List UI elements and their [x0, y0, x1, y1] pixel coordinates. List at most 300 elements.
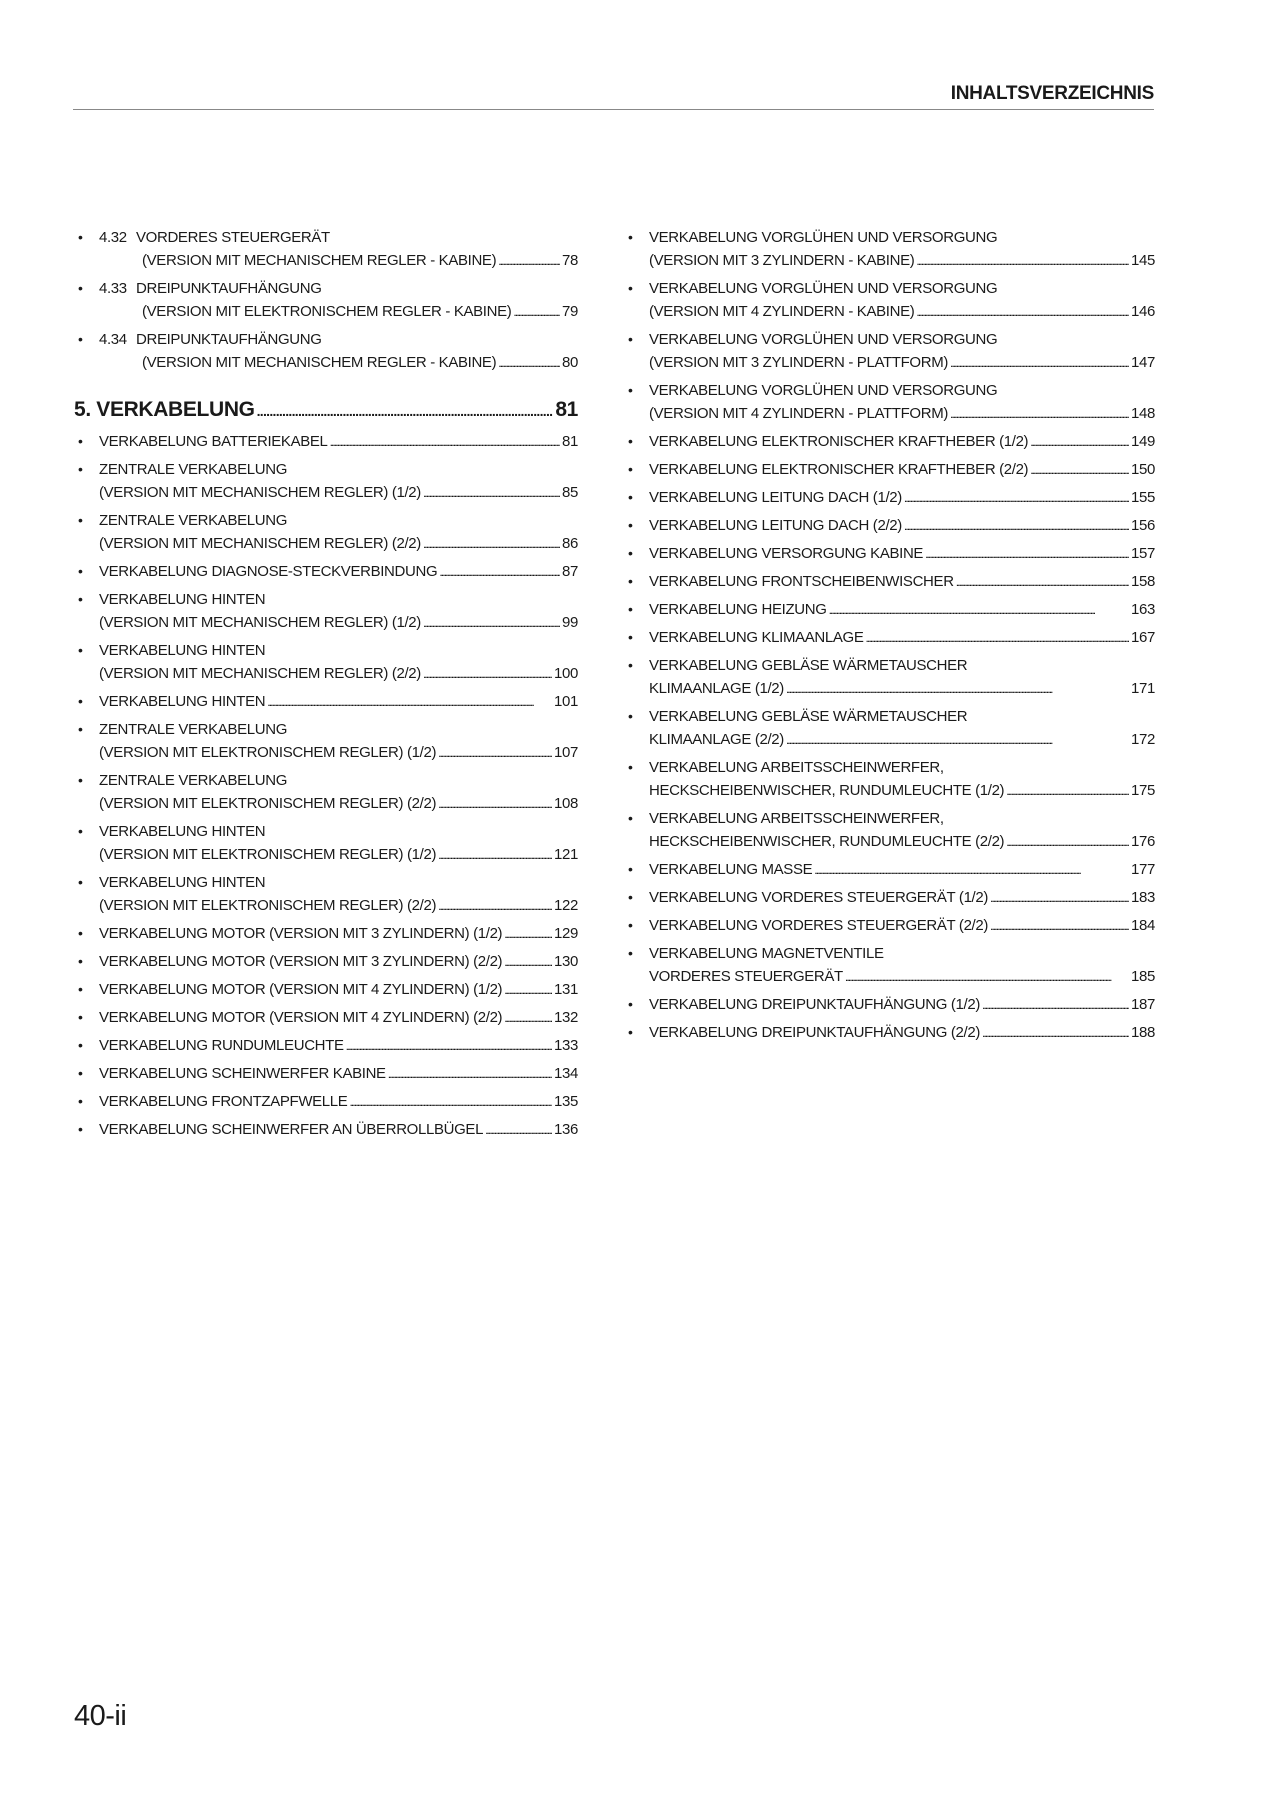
toc-item[interactable]	[624, 914, 1155, 938]
bullet-icon: •	[78, 823, 83, 839]
entry-page: 167	[1131, 629, 1155, 646]
entry-page: 147	[1131, 354, 1155, 371]
dot-leader	[504, 950, 552, 974]
entry-text: VERKABELUNG ARBEITSSCHEINWERFER,	[649, 759, 944, 776]
entry-page: 122	[554, 897, 578, 914]
toc-line	[649, 402, 1155, 426]
page-header-title: INHALTSVERZEICHNIS	[950, 83, 1154, 104]
dot-leader	[485, 1118, 552, 1142]
toc-item[interactable]	[74, 1062, 578, 1086]
entry-page: 185	[1131, 968, 1155, 985]
toc-item[interactable]	[624, 598, 1155, 622]
entry-text: VERKABELUNG FRONTZAPFWELLE	[99, 1093, 348, 1110]
bullet-icon: •	[78, 461, 83, 477]
entry-page: 176	[1131, 833, 1155, 850]
entry-text: VERKABELUNG RUNDUMLEUCHTE	[99, 1037, 344, 1054]
dot-leader	[814, 858, 1129, 882]
entry-text: VORDERES STEUERGERÄT	[136, 229, 330, 246]
toc-line	[99, 1118, 578, 1142]
entry-text: VERKABELUNG MOTOR (VERSION MIT 3 ZYLINDERN) (1/2)	[99, 925, 503, 942]
entry-text: VERKABELUNG LEITUNG DACH (1/2)	[649, 489, 902, 506]
entry-text: VERKABELUNG HINTEN	[99, 693, 266, 710]
toc-item[interactable]	[74, 639, 578, 686]
chapter-page: 81	[555, 398, 578, 421]
entry-page: 132	[554, 1009, 578, 1026]
toc-item[interactable]	[74, 226, 578, 273]
toc-item[interactable]	[74, 950, 578, 974]
entry-page: 135	[554, 1093, 578, 1110]
dot-leader	[990, 886, 1129, 910]
toc-item[interactable]	[624, 756, 1155, 803]
entry-text: VORDERES STEUERGERÄT	[649, 968, 843, 985]
toc-item[interactable]	[74, 458, 578, 505]
toc-line	[649, 226, 1155, 249]
entry-page: 107	[554, 744, 578, 761]
toc-line	[99, 1062, 578, 1086]
toc-item[interactable]	[624, 654, 1155, 701]
entry-text: (VERSION MIT 4 ZYLINDERN - KABINE)	[649, 303, 915, 320]
dot-leader	[916, 300, 1129, 324]
toc-line	[649, 626, 1155, 650]
entry-text: VERKABELUNG HINTEN	[99, 874, 266, 891]
dot-leader	[916, 249, 1129, 273]
toc-line	[99, 532, 578, 556]
bullet-icon: •	[78, 1121, 83, 1137]
entry-text: (VERSION MIT ELEKTRONISCHEM REGLER) (2/2)	[99, 795, 437, 812]
dot-leader	[498, 351, 560, 375]
toc-item[interactable]	[74, 430, 578, 454]
toc-line	[649, 756, 1155, 779]
entry-page: 163	[1131, 601, 1155, 618]
bullet-icon: •	[78, 981, 83, 997]
dot-leader	[866, 626, 1129, 650]
entry-text: VERKABELUNG MOTOR (VERSION MIT 4 ZYLINDERN) (1/2)	[99, 981, 503, 998]
bullet-icon: •	[78, 1037, 83, 1053]
toc-line	[649, 914, 1155, 938]
toc-line	[99, 481, 578, 505]
toc-item[interactable]	[624, 858, 1155, 882]
toc-line	[99, 792, 578, 816]
dot-leader	[438, 843, 552, 867]
entry-text: VERKABELUNG HEIZUNG	[649, 601, 827, 618]
entry-text: VERKABELUNG GEBLÄSE WÄRMETAUSCHER	[649, 708, 968, 725]
bullet-icon: •	[628, 708, 633, 724]
toc-line	[99, 843, 578, 867]
dot-leader	[346, 1034, 552, 1058]
toc-line	[99, 430, 578, 454]
section-number: 4.32	[99, 229, 127, 246]
entry-text: (VERSION MIT MECHANISCHEM REGLER) (2/2)	[99, 665, 421, 682]
bullet-icon: •	[628, 573, 633, 589]
entry-page: 172	[1131, 731, 1155, 748]
entry-page: 177	[1131, 861, 1155, 878]
bullet-icon: •	[78, 280, 83, 296]
entry-page: 79	[562, 303, 578, 320]
toc-line	[99, 978, 578, 1002]
toc-line	[99, 662, 578, 686]
toc-line	[649, 458, 1155, 482]
toc-item[interactable]	[624, 886, 1155, 910]
bullet-icon: •	[628, 629, 633, 645]
entry-text: VERKABELUNG DIAGNOSE-STECKVERBINDUNG	[99, 563, 438, 580]
entry-text: (VERSION MIT ELEKTRONISCHEM REGLER) (2/2)	[99, 897, 437, 914]
bullet-icon: •	[78, 591, 83, 607]
entry-text: VERKABELUNG HINTEN	[99, 823, 266, 840]
entry-text: VERKABELUNG LEITUNG DACH (2/2)	[649, 517, 902, 534]
dot-leader	[1030, 430, 1129, 454]
entry-text: (VERSION MIT 3 ZYLINDERN - KABINE)	[649, 252, 915, 269]
toc-line	[99, 690, 578, 714]
toc-right-column	[624, 226, 1155, 1049]
toc-line	[649, 728, 1155, 752]
dot-leader	[257, 397, 554, 424]
toc-item[interactable]	[624, 570, 1155, 594]
toc-item[interactable]	[624, 942, 1155, 989]
entry-text: KLIMAANLAGE (1/2)	[649, 680, 784, 697]
dot-leader	[423, 532, 560, 556]
entry-page: 155	[1131, 489, 1155, 506]
toc-line	[99, 639, 578, 662]
toc-line	[649, 677, 1155, 701]
entry-page: 130	[554, 953, 578, 970]
toc-item[interactable]	[624, 1021, 1155, 1045]
bullet-icon: •	[628, 433, 633, 449]
dot-leader	[504, 978, 552, 1002]
dot-leader	[1030, 458, 1129, 482]
bullet-icon: •	[628, 461, 633, 477]
entry-text: DREIPUNKTAUFHÄNGUNG	[136, 280, 322, 297]
toc-item[interactable]	[74, 588, 578, 635]
bullet-icon: •	[78, 925, 83, 941]
entry-text: VERKABELUNG ARBEITSSCHEINWERFER,	[649, 810, 944, 827]
entry-text: VERKABELUNG SCHEINWERFER KABINE	[99, 1065, 386, 1082]
entry-text: VERKABELUNG VERSORGUNG KABINE	[649, 545, 924, 562]
bullet-icon: •	[628, 996, 633, 1012]
bullet-icon: •	[628, 657, 633, 673]
bullet-icon: •	[628, 759, 633, 775]
toc-line	[649, 830, 1155, 854]
toc-line	[99, 351, 578, 375]
entry-page: 171	[1131, 680, 1155, 697]
entry-text: ZENTRALE VERKABELUNG	[99, 721, 288, 738]
toc-item[interactable]	[74, 718, 578, 765]
dot-leader	[845, 965, 1129, 989]
toc-line	[99, 718, 578, 741]
dot-leader	[786, 728, 1129, 752]
entry-text: VERKABELUNG KLIMAANLAGE	[649, 629, 864, 646]
entry-text: VERKABELUNG BATTERIEKABEL	[99, 433, 328, 450]
entry-page: 188	[1131, 1024, 1155, 1041]
entry-text: (VERSION MIT 4 ZYLINDERN - PLATTFORM)	[649, 405, 949, 422]
entry-text: VERKABELUNG MOTOR (VERSION MIT 4 ZYLINDERN) (2/2)	[99, 1009, 503, 1026]
toc-line	[649, 300, 1155, 324]
bullet-icon: •	[628, 945, 633, 961]
toc-line	[99, 277, 578, 300]
entry-page: 101	[554, 693, 578, 710]
dot-leader	[423, 481, 560, 505]
toc-item[interactable]	[624, 328, 1155, 375]
entry-page: 80	[562, 354, 578, 371]
entry-text: VERKABELUNG SCHEINWERFER AN ÜBERROLLBÜGEL	[99, 1121, 484, 1138]
toc-line	[649, 277, 1155, 300]
toc-line	[649, 654, 1155, 677]
entry-text: (VERSION MIT MECHANISCHEM REGLER) (2/2)	[99, 535, 421, 552]
entry-page: 156	[1131, 517, 1155, 534]
toc-line	[99, 1006, 578, 1030]
dot-leader	[438, 741, 552, 765]
toc-item[interactable]	[74, 690, 578, 714]
dot-leader	[1006, 830, 1129, 854]
toc-item[interactable]	[624, 542, 1155, 566]
entry-page: 149	[1131, 433, 1155, 450]
entry-page: 157	[1131, 545, 1155, 562]
entry-page: 136	[554, 1121, 578, 1138]
bullet-icon: •	[628, 810, 633, 826]
dot-leader	[438, 894, 552, 918]
entry-text: VERKABELUNG VORGLÜHEN UND VERSORGUNG	[649, 382, 998, 399]
toc-line	[99, 300, 578, 324]
bullet-icon: •	[78, 1093, 83, 1109]
toc-item[interactable]	[74, 1118, 578, 1142]
bullet-icon: •	[78, 772, 83, 788]
entry-text: VERKABELUNG VORDERES STEUERGERÄT (1/2)	[649, 889, 989, 906]
chapter-heading[interactable]	[74, 397, 578, 424]
entry-text: (VERSION MIT MECHANISCHEM REGLER - KABINE)	[142, 354, 497, 371]
toc-line	[99, 1090, 578, 1114]
toc-item[interactable]	[74, 1034, 578, 1058]
bullet-icon: •	[628, 545, 633, 561]
entry-text: ZENTRALE VERKABELUNG	[99, 461, 288, 478]
entry-text: (VERSION MIT ELEKTRONISCHEM REGLER - KABINE)	[142, 303, 512, 320]
entry-page: 86	[562, 535, 578, 552]
entry-text: (VERSION MIT 3 ZYLINDERN - PLATTFORM)	[649, 354, 949, 371]
toc-item[interactable]	[74, 328, 578, 375]
toc-line	[99, 226, 578, 249]
toc-item[interactable]	[74, 1090, 578, 1114]
toc-line	[99, 741, 578, 765]
toc-line	[99, 769, 578, 792]
entry-text: VERKABELUNG ELEKTRONISCHER KRAFTHEBER (1/2)	[649, 433, 1029, 450]
chapter-title: 5. VERKABELUNG	[74, 398, 255, 421]
header-divider	[73, 109, 1154, 110]
entry-page: 134	[554, 1065, 578, 1082]
bullet-icon: •	[78, 229, 83, 245]
toc-line	[99, 509, 578, 532]
entry-text: VERKABELUNG GEBLÄSE WÄRMETAUSCHER	[649, 657, 968, 674]
entry-text: VERKABELUNG VORDERES STEUERGERÄT (2/2)	[649, 917, 989, 934]
dot-leader	[950, 351, 1129, 375]
bullet-icon: •	[628, 489, 633, 505]
bullet-icon: •	[628, 280, 633, 296]
dot-leader	[982, 993, 1129, 1017]
bullet-icon: •	[78, 721, 83, 737]
toc-left-column	[74, 226, 578, 1146]
toc-item[interactable]	[74, 1006, 578, 1030]
toc-line	[649, 779, 1155, 803]
toc-line	[649, 1021, 1155, 1045]
dot-leader	[904, 514, 1129, 538]
entry-page: 183	[1131, 889, 1155, 906]
dot-leader	[513, 300, 560, 324]
toc-line	[99, 328, 578, 351]
toc-line	[649, 570, 1155, 594]
toc-item[interactable]	[624, 514, 1155, 538]
toc-line	[99, 871, 578, 894]
toc-item[interactable]	[74, 277, 578, 324]
bullet-icon: •	[78, 512, 83, 528]
toc-line	[99, 560, 578, 584]
entry-text: ZENTRALE VERKABELUNG	[99, 772, 288, 789]
dot-leader	[504, 922, 552, 946]
dot-leader	[904, 486, 1129, 510]
dot-leader	[267, 690, 552, 714]
toc-line	[99, 1034, 578, 1058]
dot-leader	[786, 677, 1129, 701]
dot-leader	[982, 1021, 1129, 1045]
entry-text: KLIMAANLAGE (2/2)	[649, 731, 784, 748]
toc-item[interactable]	[74, 509, 578, 556]
entry-text: VERKABELUNG VORGLÜHEN UND VERSORGUNG	[649, 229, 998, 246]
toc-line	[649, 514, 1155, 538]
entry-text: VERKABELUNG HINTEN	[99, 642, 266, 659]
entry-page: 187	[1131, 996, 1155, 1013]
toc-item[interactable]	[624, 379, 1155, 426]
entry-text: VERKABELUNG MOTOR (VERSION MIT 3 ZYLINDERN) (2/2)	[99, 953, 503, 970]
bullet-icon: •	[78, 433, 83, 449]
toc-item[interactable]	[624, 626, 1155, 650]
entry-page: 175	[1131, 782, 1155, 799]
toc-item[interactable]	[624, 458, 1155, 482]
entry-page: 87	[562, 563, 578, 580]
toc-line	[99, 820, 578, 843]
toc-item[interactable]	[624, 993, 1155, 1017]
toc-line	[649, 807, 1155, 830]
dot-leader	[990, 914, 1129, 938]
toc-item[interactable]	[624, 277, 1155, 324]
entry-page: 145	[1131, 252, 1155, 269]
entry-text: (VERSION MIT MECHANISCHEM REGLER) (1/2)	[99, 484, 421, 501]
toc-item[interactable]	[624, 430, 1155, 454]
bullet-icon: •	[78, 874, 83, 890]
bullet-icon: •	[628, 331, 633, 347]
entry-page: 131	[554, 981, 578, 998]
entry-text: HECKSCHEIBENWISCHER, RUNDUMLEUCHTE (1/2)	[649, 782, 1005, 799]
entry-page: 81	[562, 433, 578, 450]
toc-item[interactable]	[74, 769, 578, 816]
dot-leader	[330, 430, 560, 454]
toc-item[interactable]	[74, 560, 578, 584]
entry-page: 78	[562, 252, 578, 269]
section-number: 4.33	[99, 280, 127, 297]
toc-line	[99, 611, 578, 635]
entry-page: 184	[1131, 917, 1155, 934]
bullet-icon: •	[78, 693, 83, 709]
bullet-icon: •	[628, 601, 633, 617]
toc-line	[649, 858, 1155, 882]
toc-line	[649, 351, 1155, 375]
entry-text: DREIPUNKTAUFHÄNGUNG	[136, 331, 322, 348]
entry-page: 108	[554, 795, 578, 812]
bullet-icon: •	[78, 953, 83, 969]
toc-item[interactable]	[624, 226, 1155, 273]
toc-line	[649, 249, 1155, 273]
toc-line	[649, 542, 1155, 566]
dot-leader	[438, 792, 552, 816]
bullet-icon: •	[628, 517, 633, 533]
bullet-icon: •	[78, 1065, 83, 1081]
entry-text: VERKABELUNG ELEKTRONISCHER KRAFTHEBER (2/2)	[649, 461, 1029, 478]
bullet-icon: •	[628, 917, 633, 933]
toc-line	[649, 942, 1155, 965]
toc-line	[99, 249, 578, 273]
entry-text: ZENTRALE VERKABELUNG	[99, 512, 288, 529]
bullet-icon: •	[628, 229, 633, 245]
toc-item[interactable]	[624, 807, 1155, 854]
toc-line	[99, 588, 578, 611]
toc-item[interactable]	[624, 705, 1155, 752]
toc-line	[99, 894, 578, 918]
toc-item[interactable]	[74, 871, 578, 918]
bullet-icon: •	[628, 889, 633, 905]
entry-page: 133	[554, 1037, 578, 1054]
entry-text: VERKABELUNG FRONTSCHEIBENWISCHER	[649, 573, 954, 590]
toc-line	[649, 328, 1155, 351]
entry-text: VERKABELUNG VORGLÜHEN UND VERSORGUNG	[649, 331, 998, 348]
entry-page: 148	[1131, 405, 1155, 422]
toc-item[interactable]	[74, 922, 578, 946]
page-number: 40-ii	[74, 1700, 127, 1732]
bullet-icon: •	[78, 563, 83, 579]
dot-leader	[504, 1006, 552, 1030]
bullet-icon: •	[628, 861, 633, 877]
bullet-icon: •	[628, 1024, 633, 1040]
toc-line	[649, 486, 1155, 510]
bullet-icon: •	[78, 1009, 83, 1025]
entry-text: VERKABELUNG HINTEN	[99, 591, 266, 608]
bullet-icon: •	[78, 642, 83, 658]
toc-line	[649, 886, 1155, 910]
entry-page: 100	[554, 665, 578, 682]
toc-line	[99, 950, 578, 974]
entry-page: 99	[562, 614, 578, 631]
toc-line	[649, 965, 1155, 989]
toc-line	[649, 379, 1155, 402]
dot-leader	[1006, 779, 1129, 803]
entry-text: VERKABELUNG DREIPUNKTAUFHÄNGUNG (2/2)	[649, 1024, 980, 1041]
toc-line	[649, 705, 1155, 728]
entry-page: 121	[554, 846, 578, 863]
section-number: 4.34	[99, 331, 127, 348]
dot-leader	[950, 402, 1129, 426]
dot-leader	[423, 611, 560, 635]
entry-text: HECKSCHEIBENWISCHER, RUNDUMLEUCHTE (2/2)	[649, 833, 1005, 850]
toc-line	[99, 922, 578, 946]
dot-leader	[439, 560, 560, 584]
dot-leader	[388, 1062, 552, 1086]
dot-leader	[498, 249, 560, 273]
dot-leader	[956, 570, 1129, 594]
toc-item[interactable]	[74, 820, 578, 867]
toc-item[interactable]	[624, 486, 1155, 510]
toc-line	[649, 430, 1155, 454]
entry-text: (VERSION MIT MECHANISCHEM REGLER) (1/2)	[99, 614, 421, 631]
entry-text: (VERSION MIT ELEKTRONISCHEM REGLER) (1/2)	[99, 846, 437, 863]
entry-text: VERKABELUNG VORGLÜHEN UND VERSORGUNG	[649, 280, 998, 297]
dot-leader	[829, 598, 1129, 622]
toc-item[interactable]	[74, 978, 578, 1002]
bullet-icon: •	[628, 382, 633, 398]
bullet-icon: •	[78, 331, 83, 347]
